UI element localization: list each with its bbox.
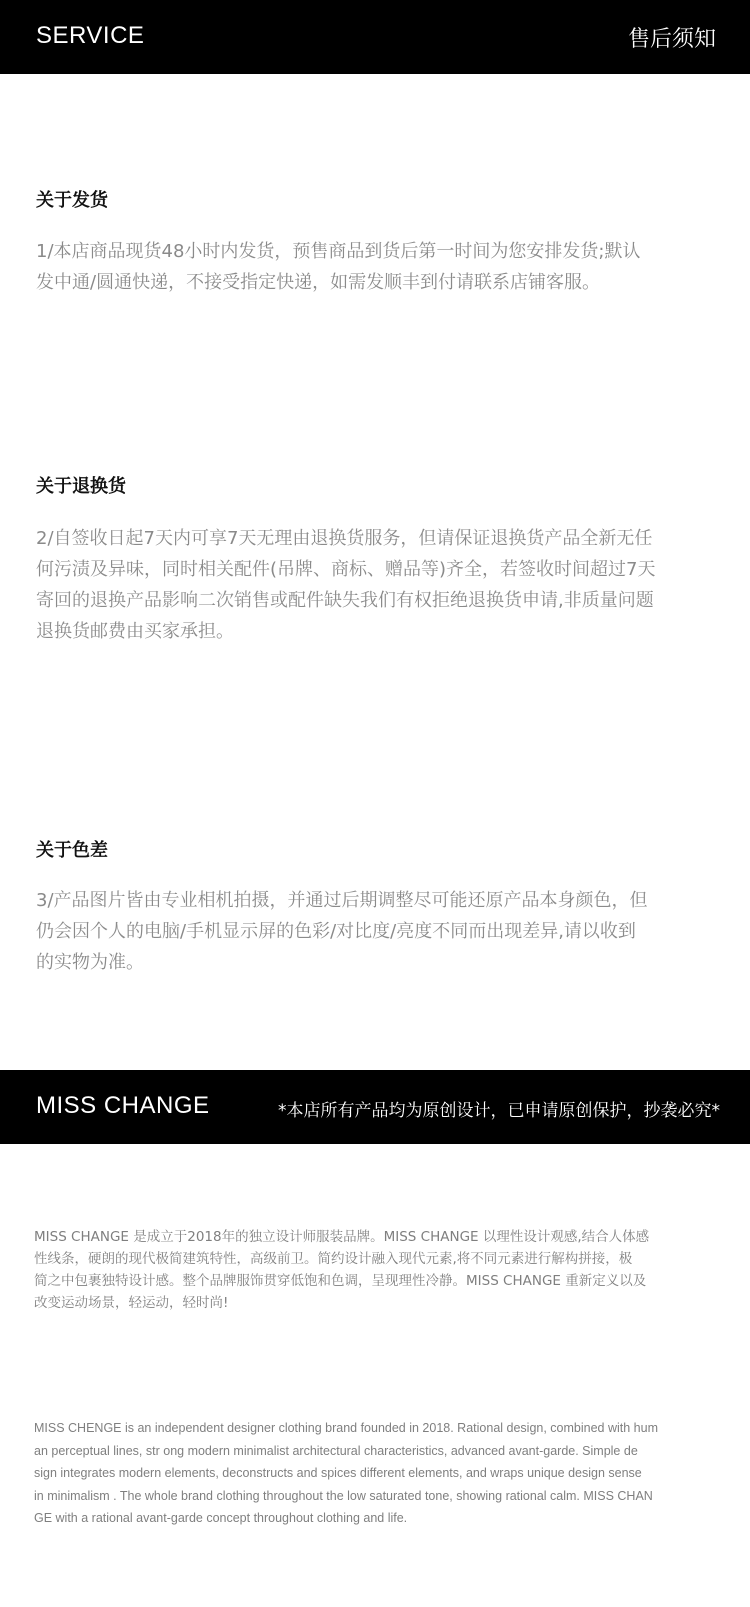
text-line: 退换货邮费由买家承担。: [36, 621, 234, 642]
text-line: an perceptual lines, str ong modern minimalist architectural characteristics, advanced avant-garde. Simple de: [34, 1443, 638, 1458]
color-difference-text: [36, 885, 726, 978]
text-line: 简之中包裹独特设计感。整个品牌服饰贯穿低饱和色调，呈现理性冷静。MISS CHANGE 重新定义以及: [34, 1273, 647, 1289]
returns-text: [36, 523, 726, 647]
color-difference-heading: 关于色差: [36, 840, 108, 861]
text-line: 寄回的退换产品影响二次销售或配件缺失我们有权拒绝退换货申请,非质量问题: [36, 590, 654, 611]
text-line: MISS CHENGE is an independent designer clothing brand founded in 2018. Rational design, combined with hum: [34, 1421, 658, 1435]
text-line: 3/产品图片皆由专业相机拍摄，并通过后期调整尽可能还原产品本身颜色，但: [36, 890, 648, 911]
text-line: 何污渍及异味，同时相关配件(吊牌、商标、赠品等)齐全，若签收时间超过7天: [36, 559, 656, 580]
text-line: 改变运动场景，轻运动，轻时尚!: [34, 1295, 229, 1311]
text-line: 仍会因个人的电脑/手机显示屏的色彩/对比度/亮度不同而出现差异,请以收到: [36, 921, 636, 942]
brand-intro-chinese: [34, 1226, 734, 1314]
shipping-text: [36, 236, 726, 298]
brand-name: MISS CHANGE: [36, 1092, 210, 1119]
text-line: 性线条，硬朗的现代极简建筑特性，高级前卫。简约设计融入现代元素,将不同元素进行解构拼接，极: [34, 1251, 633, 1267]
originality-notice: *本店所有产品均为原创设计，已申请原创保护，抄袭必究*: [278, 1101, 720, 1121]
after-sales-title: 售后须知: [627, 27, 716, 52]
text-line: 1/本店商品现货48小时内发货，预售商品到货后第一时间为您安排发货;默认: [36, 241, 641, 262]
returns-heading: 关于退换货: [36, 476, 126, 497]
service-header-band: [0, 0, 750, 74]
text-line: 的实物为准。: [36, 952, 144, 973]
brand-intro-english: [34, 1417, 734, 1530]
text-line: GE with a rational avant-garde concept throughout clothing and life.: [34, 1511, 408, 1525]
text-line: MISS CHANGE 是成立于2018年的独立设计师服装品牌。MISS CHANGE 以理性设计观感,结合人体感: [34, 1229, 650, 1245]
text-line: in minimalism . The whole brand clothing throughout the low saturated tone, showing rational calm. MISS CHAN: [34, 1488, 653, 1503]
text-line: 发中通/圆通快递，不接受指定快递，如需发顺丰到付请联系店铺客服。: [36, 272, 601, 293]
text-line: sign integrates modern elements, deconstructs and spices different elements, and wraps unique design sense: [34, 1466, 642, 1480]
brand-band: [0, 1070, 750, 1144]
text-line: 2/自签收日起7天内可享7天无理由退换货服务，但请保证退换货产品全新无任: [36, 528, 653, 549]
shipping-heading: 关于发货: [36, 190, 108, 211]
service-title: SERVICE: [36, 22, 145, 49]
